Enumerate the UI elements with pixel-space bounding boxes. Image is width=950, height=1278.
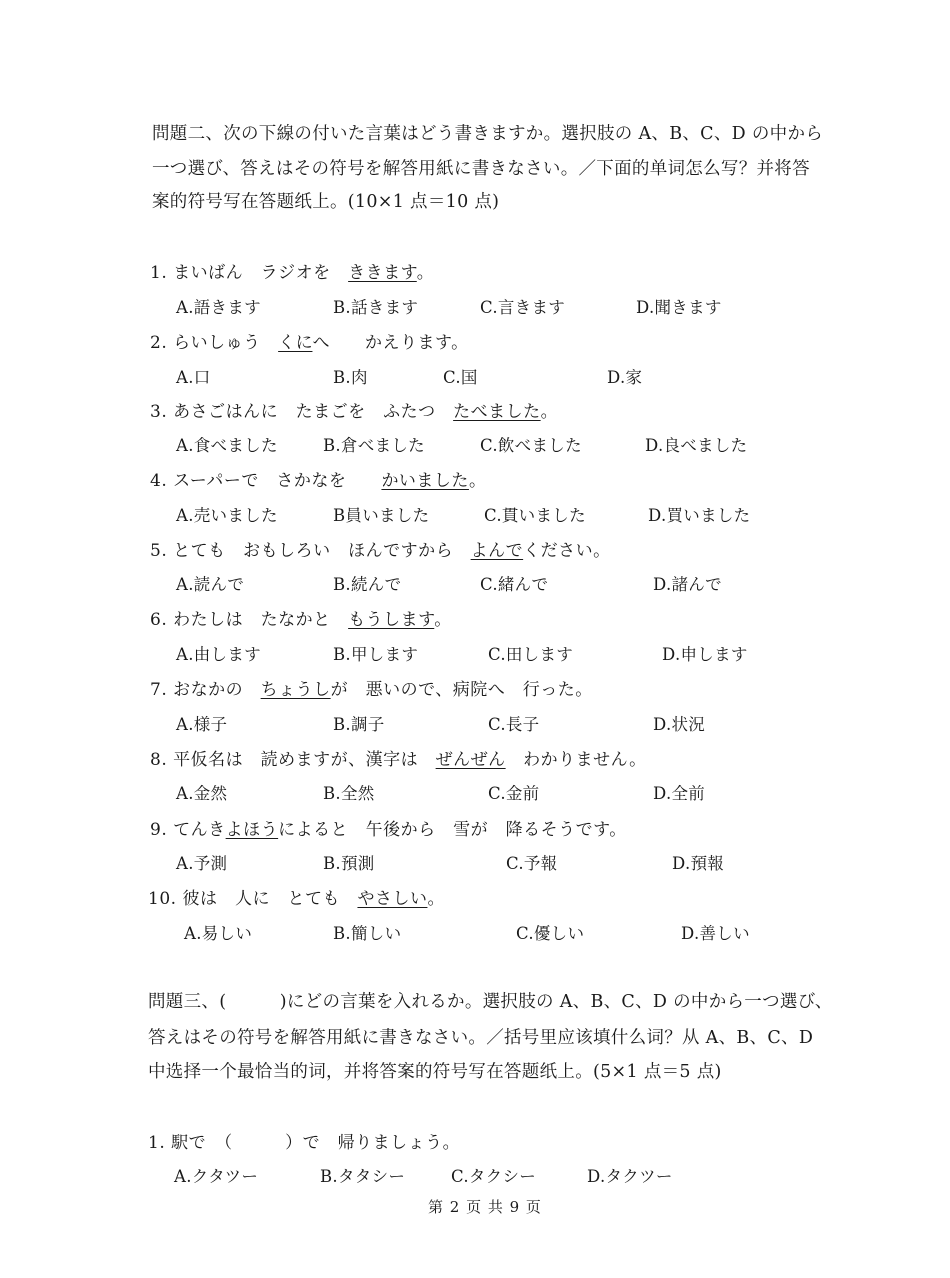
s3q1-option-d: D.タクツー [587, 1167, 673, 1186]
q7-option-c: C.長子 [488, 715, 540, 734]
question-4 [150, 466, 486, 491]
q1-option-a: A.語きます [176, 298, 261, 317]
question-9-underlined: よほう [225, 820, 279, 840]
question-8 [150, 745, 647, 770]
q5-option-c: C.緒んで [480, 575, 549, 594]
q2-option-c: C.国 [443, 368, 478, 387]
s3q1-option-c: C.タクシー [451, 1167, 537, 1186]
q8-option-b: B.全然 [323, 784, 375, 803]
question-4-post: 。 [468, 471, 487, 491]
question-4-underlined: かいました [381, 471, 469, 491]
q1-option-c: C.言きます [480, 298, 566, 317]
q4-option-a: A.売いました [176, 506, 278, 525]
question-7-post: が 悪いので、病院へ 行った。 [330, 680, 593, 700]
question-3 [150, 397, 558, 422]
question-7-pre: 7. おなかの [150, 680, 261, 700]
question-2-post: へ かえります。 [312, 333, 469, 353]
question-6 [150, 605, 452, 630]
question-8-post: わかりません。 [505, 750, 647, 770]
q3-option-c: C.飲べました [480, 436, 582, 455]
question-5-underlined: よんで [470, 541, 524, 561]
section3-instruction-line-2: 答えはその符号を解答用紙に書きなさい。／括号里应该填什么词？从 A、B、C、D [148, 1028, 814, 1048]
question-2-pre: 2. らいしゅう [150, 333, 279, 353]
question-1-underlined: ききます [348, 263, 417, 283]
question-5-pre: 5. とても おもしろい ほんですから [150, 541, 471, 561]
question-10 [148, 884, 445, 909]
question-3-post: 。 [540, 402, 559, 422]
question-1-post: 。 [416, 263, 435, 283]
q4-option-b: B員いました [333, 506, 430, 525]
question-9-post: によると 午後から 雪が 降るそうです。 [278, 820, 627, 840]
q9-option-d: D.預報 [672, 854, 725, 873]
q2-option-a: A.口 [176, 368, 211, 387]
section3-question-1: 1. 駅で （ ）で 帰りましょう。 [148, 1133, 461, 1153]
question-3-underlined: たべました [453, 402, 541, 422]
q10-option-c: C.優しい [516, 924, 585, 943]
q5-option-d: D.諸んで [653, 575, 722, 594]
page-number: 第 2 页 共 9 页 [428, 1198, 542, 1216]
question-9-pre: 9. てんき [150, 820, 226, 840]
q10-option-d: D.善しい [681, 924, 750, 943]
q3-option-b: B.倉べました [323, 436, 425, 455]
question-1 [150, 258, 434, 283]
section3-instruction-line-1: 問題三、( )にどの言葉を入れるか。選択肢の A、B、C、D の中から一つ選び、 [148, 992, 833, 1012]
q6-option-b: B.甲します [333, 645, 419, 664]
q1-option-b: B.話きます [333, 298, 419, 317]
question-5 [150, 536, 611, 561]
q7-option-a: A.様子 [176, 715, 228, 734]
question-3-pre: 3. あさごはんに たまごを ふたつ [150, 402, 454, 422]
question-9 [150, 815, 627, 840]
question-5-post: ください。 [523, 541, 611, 561]
q3-option-d: D.良べました [645, 436, 748, 455]
q1-option-d: D.聞きます [636, 298, 722, 317]
q9-option-c: C.予報 [506, 854, 558, 873]
q8-option-c: C.金前 [488, 784, 540, 803]
question-1-pre: 1. まいばん ラジオを [150, 263, 349, 283]
question-2-underlined: くに [278, 333, 313, 353]
question-4-pre: 4. スーパーで さかなを [150, 471, 382, 491]
q6-option-a: A.由します [176, 645, 261, 664]
question-8-pre: 8. 平仮名は 読めますが、漢字は [150, 750, 436, 770]
q5-option-a: A.読んで [176, 575, 245, 594]
question-7 [150, 675, 593, 700]
q9-option-a: A.予測 [176, 854, 228, 873]
question-6-pre: 6. わたしは たなかと [150, 610, 349, 630]
q2-option-b: B.肉 [333, 368, 368, 387]
q8-option-a: A.金然 [176, 784, 228, 803]
q4-option-d: D.買いました [648, 506, 751, 525]
question-7-underlined: ちょうし [260, 680, 331, 700]
question-8-underlined: ぜんぜん [435, 750, 506, 770]
question-10-pre: 10. 彼は 人に とても [148, 889, 358, 909]
section2-instruction-line-1: 問題二、次の下線の付いた言葉はどう書きますか。選択肢の A、B、C、D の中から [152, 124, 824, 144]
q6-option-c: C.田します [488, 645, 574, 664]
section2-instruction-line-3: 案的符号写在答题纸上。(10×1 点＝10 点) [152, 192, 500, 212]
s3q1-option-a: A.クタツー [174, 1167, 259, 1186]
section3-instruction-line-3: 中选择一个最恰当的词，并将答案的符号写在答题纸上。(5×1 点＝5 点) [148, 1062, 722, 1082]
q10-option-a: A.易しい [184, 924, 253, 943]
q8-option-d: D.全前 [653, 784, 706, 803]
q10-option-b: B.簡しい [333, 924, 402, 943]
question-10-post: 。 [427, 889, 445, 909]
question-10-underlined: やさしい [357, 889, 428, 909]
section2-instruction-line-2: 一つ選び、答えはその符号を解答用紙に書きなさい。／下面的单词怎么写？并将答 [152, 159, 810, 179]
q7-option-d: D.状況 [653, 715, 706, 734]
question-6-post: 。 [434, 610, 452, 630]
q3-option-a: A.食べました [176, 436, 278, 455]
q6-option-d: D.申します [662, 645, 748, 664]
question-6-underlined: もうします [348, 610, 435, 630]
question-2 [150, 328, 469, 353]
q7-option-b: B.調子 [333, 715, 385, 734]
q9-option-b: B.預測 [323, 854, 375, 873]
q5-option-b: B.続んで [333, 575, 402, 594]
q4-option-c: C.貫いました [484, 506, 586, 525]
q2-option-d: D.家 [607, 368, 643, 387]
s3q1-option-b: B.タタシー [320, 1167, 406, 1186]
